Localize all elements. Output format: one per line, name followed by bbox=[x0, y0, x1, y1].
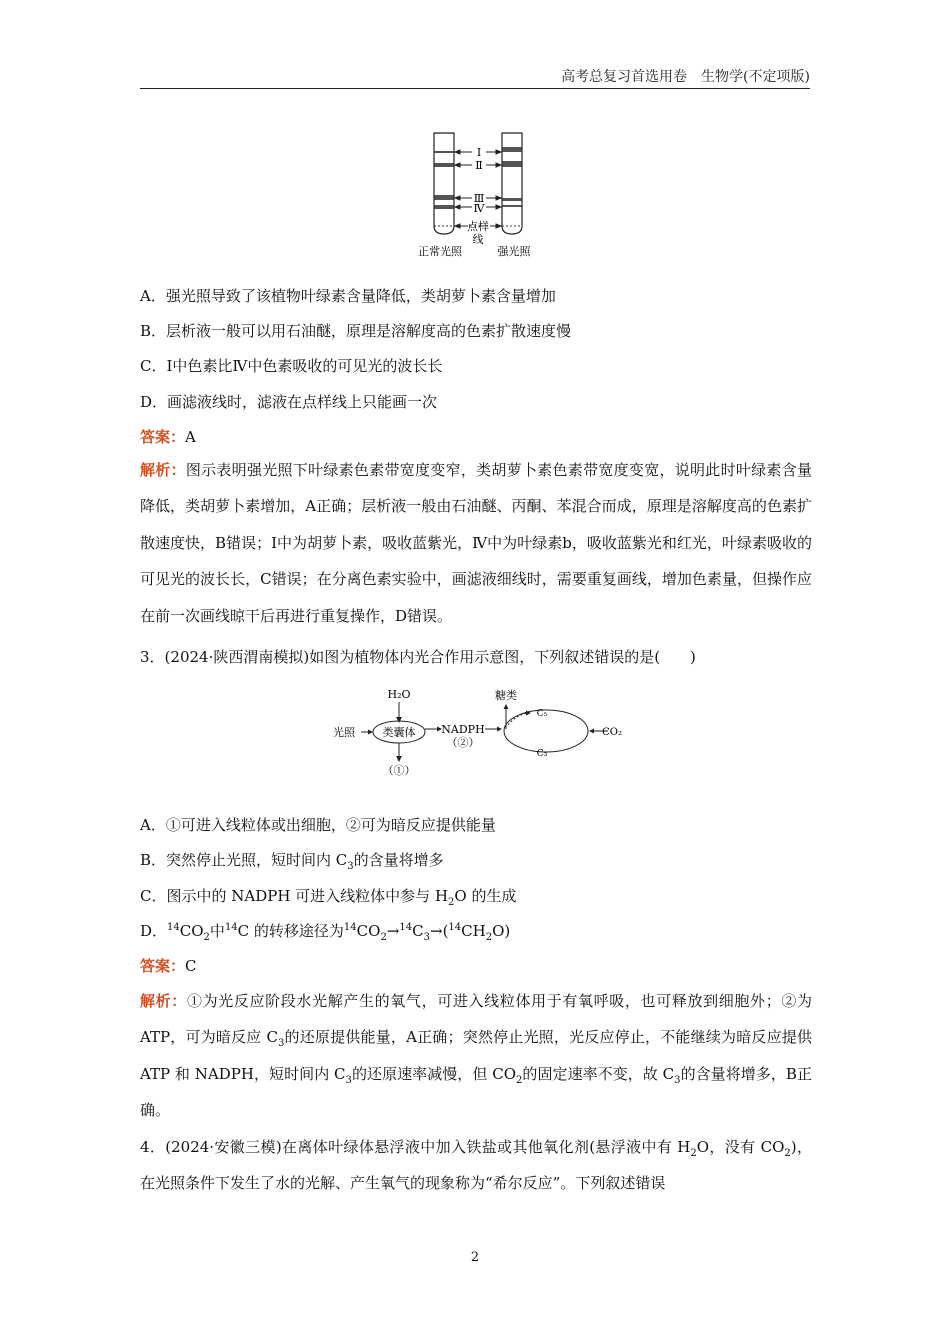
right-band-4 bbox=[503, 205, 522, 207]
band-label-2: Ⅱ bbox=[475, 159, 483, 172]
analysis-part3: 的还原速率减慢，但 CO bbox=[351, 1064, 516, 1083]
q2-answer bbox=[140, 427, 196, 447]
option-c-pre: C．图示中的 NADPH 可进入线粒体中参与 H bbox=[140, 887, 449, 905]
option-b-pre: B．突然停止光照，短时间内 C bbox=[140, 851, 348, 869]
d-t5: C bbox=[412, 922, 424, 940]
option-b-post: 的含量将增多 bbox=[353, 851, 444, 869]
d-sub1: 2 bbox=[203, 932, 210, 943]
q4-part2: O，没有 CO bbox=[696, 1138, 785, 1156]
d-sup1: 14 bbox=[167, 922, 180, 933]
q4-part1: 4．(2024·安徽三模)在离体叶绿体悬浮液中加入铁盐或其他氧化剂(悬浮液中有 H bbox=[140, 1138, 691, 1156]
band-label-1: Ⅰ bbox=[476, 146, 482, 159]
q4-sub2: 2 bbox=[784, 1148, 791, 1159]
d-arrow2: → bbox=[429, 922, 443, 940]
circle2-label: （②） bbox=[446, 736, 480, 749]
analysis-sub3: 2 bbox=[516, 1074, 523, 1086]
q2-option-a: A．强光照导致了该植物叶绿素含量降低，类胡萝卜素含量增加 bbox=[140, 287, 556, 305]
nadph-label: NADPH bbox=[441, 723, 485, 736]
analysis-label: 解析： bbox=[140, 992, 187, 1010]
analysis-text: 图示表明强光照下叶绿素色素带宽度变窄，类胡萝卜素色素带宽度变宽，说明此时叶绿素含量降低，类胡萝卜素增加，A正确；层析液一般由石油醚、丙酮、苯混合而成，原理是溶解度高的色素扩散速度快，B错误；Ⅰ中为胡萝卜素，吸收蓝紫光，Ⅳ中为叶绿素b，吸收蓝紫光和红光，叶绿素吸收的可见光的波长长，C错误；在分离色素实验中，画滤液细线时，需要重复画线，增加色素量，但操作应在前一次画线晾干后再进行重复操作，D错误。 bbox=[140, 461, 812, 625]
thylakoid-label: 类囊体 bbox=[382, 726, 416, 739]
band-label-4: Ⅳ bbox=[473, 202, 485, 215]
band-label-3: Ⅲ bbox=[473, 192, 485, 205]
d-sub5: 3 bbox=[423, 932, 430, 943]
d-sup2: 14 bbox=[224, 922, 238, 933]
left-band-3 bbox=[435, 195, 454, 200]
c5-label: C₅ bbox=[536, 709, 548, 719]
answer-value: C bbox=[185, 957, 197, 975]
d-t4: CO bbox=[356, 922, 381, 940]
d-sup3: 14 bbox=[343, 922, 357, 933]
q2-option-b: B．层析液一般可以用石油醚，原理是溶解度高的色素扩散速度慢 bbox=[140, 322, 572, 340]
q3-option-d bbox=[140, 921, 510, 941]
analysis-sub2: 3 bbox=[345, 1074, 352, 1086]
header-rule bbox=[140, 88, 810, 89]
analysis-part5: 的含量将增多，B正确。 bbox=[140, 1064, 812, 1120]
right-band-1 bbox=[503, 147, 522, 152]
analysis-sub1: 3 bbox=[277, 1038, 285, 1050]
q3-option-b bbox=[140, 850, 444, 870]
d-sup5: 14 bbox=[399, 922, 413, 933]
photosynthesis-diagram bbox=[328, 685, 628, 780]
left-band-1 bbox=[435, 151, 454, 153]
light-label: 光照 bbox=[333, 726, 355, 739]
spot-line-label-2: 线 bbox=[472, 233, 484, 246]
left-band-4 bbox=[435, 205, 454, 209]
q2-analysis bbox=[140, 452, 812, 634]
d-sub7: 2 bbox=[485, 932, 493, 943]
right-tube-label: 强光照 bbox=[497, 245, 531, 258]
d-prefix: D． bbox=[140, 922, 168, 940]
q3-option-c bbox=[140, 886, 516, 906]
d-t8: O) bbox=[492, 922, 511, 940]
answer-label: 答案： bbox=[140, 957, 186, 975]
co2-label: CO₂ bbox=[602, 727, 622, 738]
left-tube-label: 正常光照 bbox=[418, 245, 462, 258]
analysis-part1: ①为光反应阶段水光解产生的氧气，可进入线粒体用于有氧呼吸，也可释放到细胞外；②为 ATP，可为暗反应 C bbox=[140, 992, 812, 1047]
answer-value: A bbox=[185, 428, 196, 446]
right-band-2 bbox=[503, 161, 522, 167]
option-b-sub: 3 bbox=[347, 861, 354, 872]
left-band-2 bbox=[435, 163, 454, 167]
d-t2: 中 bbox=[209, 922, 225, 940]
page-header: 高考总复习首选用卷 生物学(不定项版) bbox=[561, 69, 810, 85]
option-c-sub: 2 bbox=[448, 897, 455, 908]
answer-label: 答案： bbox=[140, 428, 186, 446]
q2-option-c: C．Ⅰ中色素比Ⅳ中色素吸收的可见光的波长长 bbox=[140, 357, 443, 375]
option-c-post: O 的生成 bbox=[454, 887, 517, 905]
left-tube bbox=[434, 133, 454, 234]
circle1-label: （①） bbox=[382, 764, 416, 777]
analysis-part4: 的固定速率不变，故 C bbox=[522, 1064, 675, 1083]
c3-label: C₃ bbox=[536, 749, 548, 759]
q3-stem: 3．(2024·陕西渭南模拟)如图为植物体内光合作用示意图，下列叙述错误的是( ) bbox=[140, 648, 696, 666]
d-sub4: 2 bbox=[380, 932, 387, 943]
spot-line-label-1: 点样 bbox=[467, 220, 489, 233]
sugar-label: 糖类 bbox=[495, 689, 517, 702]
q4-sub1: 2 bbox=[690, 1148, 697, 1159]
chromatography-figure bbox=[410, 128, 550, 263]
analysis-part2: 的还原提供能量，A正确；突然停止光照，光反应停止，不能继续为暗反应提供 ATP 和 NADPH，短时间内 C bbox=[140, 1028, 813, 1083]
d-arrow1: → bbox=[386, 922, 400, 940]
d-t7: CH bbox=[461, 922, 486, 940]
q3-answer bbox=[140, 956, 197, 976]
d-t3: C 的转移途径为 bbox=[237, 922, 344, 940]
page-number: 2 bbox=[470, 1250, 480, 1265]
analysis-label: 解析： bbox=[140, 461, 186, 479]
d-t6: ( bbox=[442, 922, 449, 940]
q3-option-a: A．①可进入线粒体或出细胞，②可为暗反应提供能量 bbox=[140, 816, 496, 834]
q4-stem bbox=[140, 1129, 812, 1202]
d-t1: CO bbox=[179, 922, 204, 940]
q4-part3: )，在光照条件下发生了水的光解、产生氧气的现象称为“希尔反应”。下列叙述错误 bbox=[140, 1138, 813, 1193]
right-band-3 bbox=[503, 198, 522, 201]
water-label: H₂O bbox=[387, 688, 411, 701]
q3-analysis bbox=[140, 983, 812, 1129]
d-sup6: 14 bbox=[448, 922, 462, 933]
q2-option-d: D．画滤液线时，滤液在点样线上只能画一次 bbox=[140, 393, 438, 411]
analysis-sub4: 3 bbox=[674, 1074, 681, 1086]
